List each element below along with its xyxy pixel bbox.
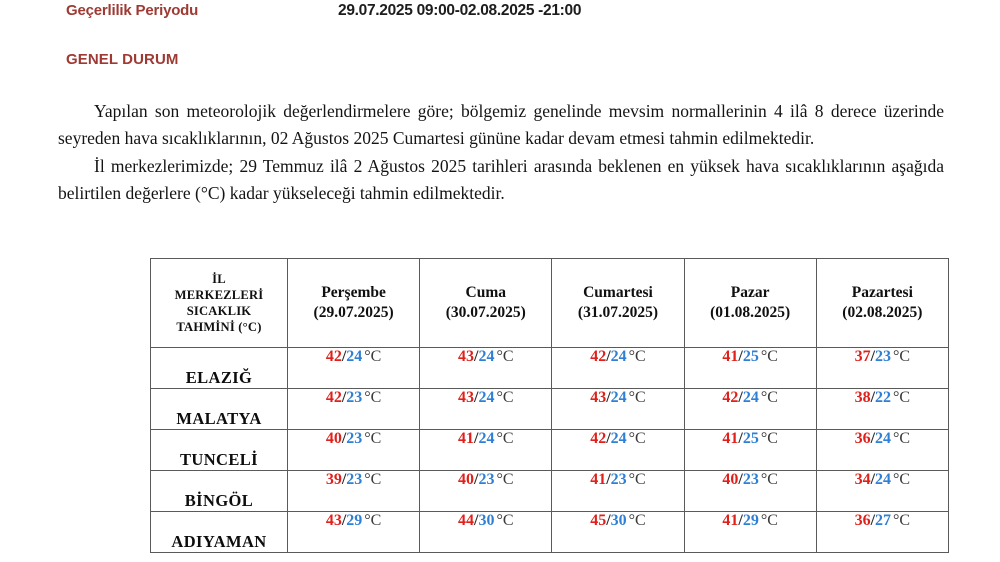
temp-unit: °C (628, 471, 646, 488)
temperature-cell (420, 430, 552, 471)
temp-unit: °C (893, 389, 911, 406)
table-corner-header-line-3: SICAKLIK (186, 304, 252, 318)
column-header-day-3 (552, 259, 684, 348)
max-temp: 42 (325, 389, 342, 406)
min-temp: 24 (610, 348, 627, 365)
temperature-cell (420, 471, 552, 512)
temp-unit: °C (496, 389, 514, 406)
paragraph-1: Yapılan son meteorolojik değerlendirmelere göre; bölgemiz genelinde mevsim normallerinin 4 ilâ 8 derece üzerinde seyreden hava sıcaklıklarının, 02 Ağustos 2025 Cumartesi gününe kadar devam etmesi tahmin edilmektedir. (58, 101, 944, 148)
min-temp: 29 (346, 512, 363, 529)
table-header-row (151, 259, 949, 348)
temp-separator: / (606, 389, 611, 406)
temperature-cell (684, 471, 816, 512)
temperature-cell (684, 348, 816, 389)
temperature-cell (420, 389, 552, 430)
min-temp: 24 (610, 430, 627, 447)
temp-separator: / (341, 348, 347, 365)
temperature-cell (552, 430, 684, 471)
temp-unit: °C (496, 430, 514, 447)
temp-unit: °C (364, 471, 382, 488)
max-temp: 34 (854, 471, 871, 488)
temp-separator: / (738, 389, 743, 406)
temp-unit: °C (364, 389, 382, 406)
table-row (151, 348, 949, 389)
table-corner-header-line-1: İL (212, 272, 226, 286)
max-temp: 43 (325, 512, 342, 529)
temp-separator: / (474, 471, 479, 488)
column-header-day-2 (420, 259, 552, 348)
max-temp: 42 (325, 348, 342, 365)
temp-separator: / (738, 512, 743, 529)
min-temp: 25 (742, 430, 759, 447)
min-temp: 24 (478, 389, 495, 406)
min-temp: 23 (346, 389, 363, 406)
max-temp: 43 (458, 389, 475, 406)
max-temp: 39 (325, 471, 342, 488)
temp-unit: °C (760, 471, 778, 488)
table-corner-header (151, 259, 288, 348)
table-row (151, 512, 949, 553)
max-temp: 37 (854, 348, 871, 365)
temp-unit: °C (893, 512, 911, 529)
max-temp: 42 (722, 389, 739, 406)
temp-separator: / (341, 389, 347, 406)
temperature-cell (816, 389, 948, 430)
column-header-day-5-name: Pazartesi (851, 284, 913, 301)
temperature-cell (684, 512, 816, 553)
temp-separator: / (870, 471, 876, 488)
column-header-day-2-name: Cuma (465, 284, 507, 301)
column-header-day-1-date: (29.07.2025) (313, 304, 394, 321)
temperature-cell (288, 512, 420, 553)
min-temp: 23 (742, 471, 759, 488)
temp-unit: °C (496, 512, 514, 529)
temperature-cell (288, 471, 420, 512)
max-temp: 42 (590, 430, 607, 447)
column-header-day-4 (684, 259, 816, 348)
temp-separator: / (606, 348, 611, 365)
min-temp: 30 (610, 512, 627, 529)
table-corner-header-line-2: MERKEZLERİ (174, 288, 264, 302)
max-temp: 41 (722, 348, 739, 365)
max-temp: 42 (590, 348, 607, 365)
max-temp: 41 (590, 471, 607, 488)
table-body (151, 348, 949, 553)
max-temp: 36 (854, 512, 871, 529)
temp-separator: / (474, 389, 479, 406)
city-label: BİNGÖL (151, 471, 288, 512)
temp-separator: / (606, 512, 611, 529)
column-header-day-2-date: (30.07.2025) (445, 304, 526, 321)
temperature-cell (552, 471, 684, 512)
min-temp: 23 (478, 471, 495, 488)
min-temp: 24 (478, 430, 495, 447)
table-row (151, 430, 949, 471)
temp-separator: / (738, 430, 743, 447)
temperature-cell (420, 512, 552, 553)
min-temp: 23 (610, 471, 627, 488)
temp-unit: °C (760, 348, 778, 365)
temp-unit: °C (496, 348, 514, 365)
max-temp: 44 (458, 512, 475, 529)
temp-unit: °C (628, 389, 646, 406)
min-temp: 25 (742, 348, 759, 365)
column-header-day-1-name: Perşembe (321, 284, 386, 301)
temp-separator: / (870, 348, 876, 365)
temp-unit: °C (628, 430, 646, 447)
temp-separator: / (870, 430, 876, 447)
table-row (151, 389, 949, 430)
city-label: TUNCELİ (151, 430, 288, 471)
temp-separator: / (474, 430, 479, 447)
temp-separator: / (606, 430, 611, 447)
validity-period-label: Geçerlilik Periyodu (66, 2, 199, 19)
column-header-day-3-name: Cumartesi (583, 284, 653, 301)
temperature-cell (684, 430, 816, 471)
min-temp: 24 (742, 389, 759, 406)
general-situation-text (58, 98, 944, 207)
section-heading-genel-durum: GENEL DURUM (66, 51, 179, 68)
temp-separator: / (606, 471, 611, 488)
min-temp: 24 (875, 430, 892, 447)
temp-separator: / (341, 471, 347, 488)
temp-unit: °C (760, 389, 778, 406)
column-header-day-1 (288, 259, 420, 348)
max-temp: 41 (722, 512, 739, 529)
validity-period-value: 29.07.2025 09:00-02.08.2025 -21:00 (338, 2, 582, 19)
temperature-forecast-table (150, 258, 949, 553)
temp-separator: / (474, 512, 479, 529)
city-label: ADIYAMAN (151, 512, 288, 553)
temp-unit: °C (628, 348, 646, 365)
max-temp: 36 (854, 430, 871, 447)
temp-separator: / (738, 471, 743, 488)
temp-separator: / (870, 389, 876, 406)
min-temp: 24 (478, 348, 495, 365)
temperature-cell (552, 348, 684, 389)
temperature-cell (552, 512, 684, 553)
min-temp: 24 (346, 348, 363, 365)
min-temp: 23 (875, 348, 892, 365)
min-temp: 23 (346, 471, 363, 488)
temperature-cell (552, 389, 684, 430)
min-temp: 29 (742, 512, 759, 529)
temperature-cell (684, 389, 816, 430)
temp-separator: / (738, 348, 743, 365)
temp-separator: / (341, 430, 347, 447)
temperature-cell (816, 512, 948, 553)
temp-unit: °C (496, 471, 514, 488)
paragraph-2: İl merkezlerimizde; 29 Temmuz ilâ 2 Ağustos 2025 tarihleri arasında beklenen en yüksek hava sıcaklıklarının aşağıda belirtilen değerlere (°C) kadar yükseleceği tahmin edilmektedir. (58, 156, 944, 203)
temp-unit: °C (628, 512, 646, 529)
temp-separator: / (341, 512, 347, 529)
max-temp: 38 (854, 389, 871, 406)
temperature-cell (288, 348, 420, 389)
temperature-cell (288, 430, 420, 471)
column-header-day-4-name: Pazar (730, 284, 770, 301)
column-header-day-5 (816, 259, 948, 348)
table-row (151, 471, 949, 512)
temp-unit: °C (364, 348, 382, 365)
max-temp: 43 (590, 389, 607, 406)
max-temp: 41 (722, 430, 739, 447)
temp-unit: °C (364, 512, 382, 529)
max-temp: 40 (325, 430, 342, 447)
temp-separator: / (474, 348, 479, 365)
min-temp: 24 (875, 471, 892, 488)
column-header-day-5-date: (02.08.2025) (842, 304, 923, 321)
temp-unit: °C (893, 348, 911, 365)
max-temp: 45 (590, 512, 607, 529)
max-temp: 41 (458, 430, 475, 447)
temperature-cell (816, 430, 948, 471)
temp-unit: °C (760, 512, 778, 529)
city-label: MALATYA (151, 389, 288, 430)
column-header-day-4-date: (01.08.2025) (710, 304, 791, 321)
min-temp: 24 (610, 389, 627, 406)
city-label: ELAZIĞ (151, 348, 288, 389)
temp-unit: °C (893, 471, 911, 488)
max-temp: 43 (458, 348, 475, 365)
min-temp: 27 (875, 512, 892, 529)
max-temp: 40 (458, 471, 475, 488)
validity-period-row (0, 0, 1000, 30)
temp-separator: / (870, 512, 876, 529)
table-corner-header-line-4: TAHMİNİ (°C) (176, 320, 262, 334)
temperature-cell (816, 471, 948, 512)
max-temp: 40 (722, 471, 739, 488)
temp-unit: °C (760, 430, 778, 447)
min-temp: 23 (346, 430, 363, 447)
temperature-cell (288, 389, 420, 430)
min-temp: 30 (478, 512, 495, 529)
column-header-day-3-date: (31.07.2025) (577, 304, 658, 321)
temp-unit: °C (893, 430, 911, 447)
min-temp: 22 (875, 389, 892, 406)
temp-unit: °C (364, 430, 382, 447)
temperature-cell (816, 348, 948, 389)
temperature-cell (420, 348, 552, 389)
